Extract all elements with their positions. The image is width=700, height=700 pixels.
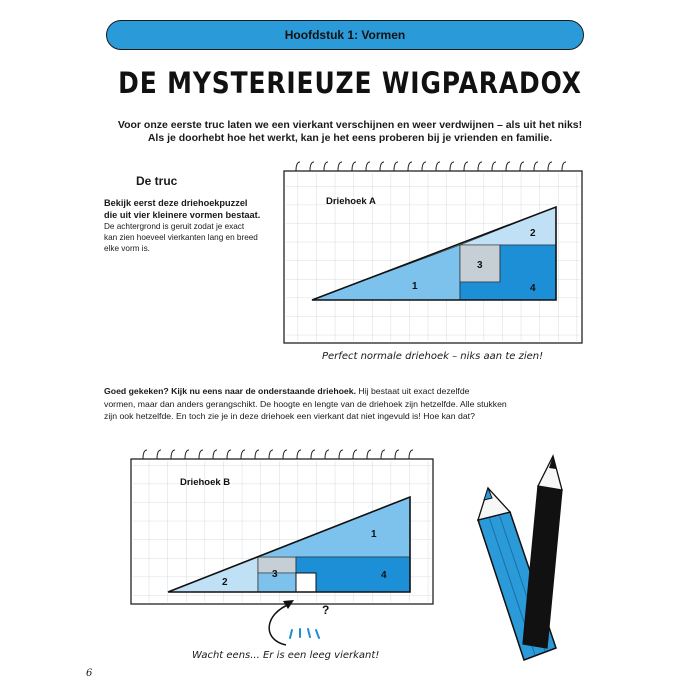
triangle-a-piece-label: 3: [477, 260, 483, 271]
description-line: elke vorm is.: [104, 244, 150, 253]
empty-square: [296, 573, 316, 592]
description-line: kan zien hoeveel vierkanten lang en breed: [104, 233, 258, 242]
triangle-a-piece-label: 2: [530, 228, 536, 239]
chapter-title: Hoofdstuk 1: Vormen: [284, 28, 406, 42]
spiral-holes: [143, 450, 413, 459]
description-line: De achtergrond is geruit zodat je exact: [104, 222, 245, 231]
triangle-a-piece-label: 1: [412, 281, 418, 292]
spiral-holes: [296, 162, 566, 171]
triangle-a-caption: Perfect normale driehoek – niks aan te zien!: [322, 351, 544, 362]
triangle-b-caption: Wacht eens... Er is een leeg vierkant!: [192, 650, 380, 661]
triangle-a-piece-label: 4: [530, 283, 536, 294]
description-bold-line: die uit vier kleinere vormen bestaat.: [104, 210, 261, 220]
intro-line: Voor onze eerste truc laten we een vierkant verschijnen en weer verdwijnen – als uit het niks!: [117, 119, 583, 131]
section-heading: De truc: [136, 174, 178, 188]
description-bold-line: Bekijk eerst deze driehoekpuzzel: [104, 198, 248, 208]
paragraph-line: vormen, maar dan anders gerangschikt. De hoogte en lengte van de driehoek zijn hetzelfde. Alle stukken: [104, 398, 507, 409]
page-number: 6: [86, 668, 93, 679]
notepad-a: [284, 162, 582, 343]
paragraph-line: Hij bestaat uit exact dezelfde: [356, 386, 470, 396]
triangle-b-piece-label: 4: [381, 570, 387, 581]
notepad-b: [131, 450, 433, 645]
triangle-b-piece-label: 1: [371, 529, 377, 540]
triangle-b-piece-label: 2: [222, 577, 228, 588]
triangle-b-label: Driehoek B: [180, 477, 231, 488]
black-pencil-icon: [523, 456, 562, 648]
triangle-b-piece-label: 3: [272, 569, 278, 580]
question-mark: ?: [322, 603, 330, 617]
paragraph-bold-lead: Goed gekeken? Kijk nu eens naar de onderstaande driehoek.: [104, 386, 357, 396]
intro-line: Als je doorhebt hoe het werkt, kan je het eens proberen bij je vrienden en familie.: [147, 132, 553, 144]
triangle-a-label: Driehoek A: [326, 196, 376, 207]
page-title: DE MYSTERIEUZE WIGPARADOX: [118, 66, 582, 100]
paragraph-line: zijn ook hetzelfde. En toch zie je in deze driehoek een vierkant dat niet ingevuld is! Hoe kan dat?: [104, 411, 475, 421]
paragraph: [104, 385, 584, 423]
sparkle-dashes: [290, 629, 319, 638]
